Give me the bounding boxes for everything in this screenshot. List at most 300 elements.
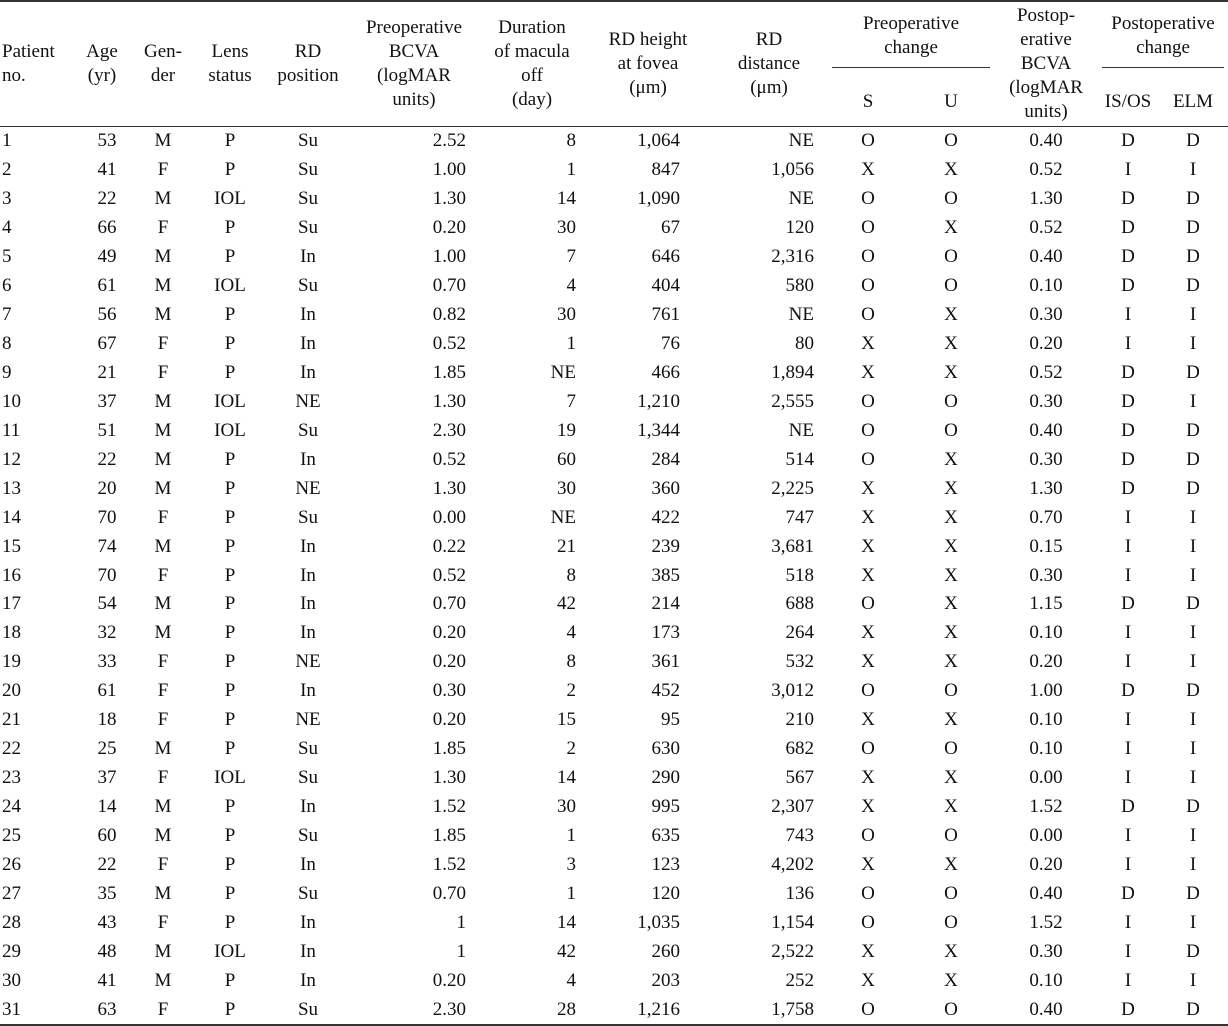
cell-postop-change-elm: I (1189, 709, 1197, 731)
cell-postop-change-isos: D (1121, 882, 1135, 904)
cell-gender: M (154, 419, 172, 441)
cell-rd-position: NE (295, 477, 321, 499)
cell-lens-status: P (224, 217, 236, 239)
cell-gender: M (154, 246, 172, 268)
cell-postop-bcva: 1.52 (1029, 796, 1063, 818)
cell-duration: 19 (557, 419, 576, 441)
cell-gender: F (157, 853, 169, 875)
cell-age: 18 (97, 709, 117, 731)
cell-patient-no: 7 (2, 304, 12, 326)
cell-preop-bcva: 2.52 (432, 130, 466, 152)
cell-preop-change-s: O (861, 217, 875, 239)
cell-rd-distance: 580 (785, 275, 814, 297)
cell-preop-change-u: X (944, 217, 958, 239)
cell-gender: M (154, 535, 172, 557)
header-gender (132, 1, 194, 127)
header-preop-change-s: S (828, 78, 908, 127)
cell-postop-change-elm: I (1189, 622, 1197, 644)
cell-duration: 3 (566, 853, 576, 875)
cell-preop-bcva: 1.00 (432, 246, 466, 268)
cell-age: 66 (97, 217, 117, 239)
cell-duration: 14 (557, 911, 576, 933)
table-row (0, 387, 1228, 416)
cell-gender: F (132, 995, 194, 1025)
table-row (0, 416, 1228, 445)
table-row (0, 879, 1228, 908)
cell-preop-change-u: X (944, 969, 958, 991)
cell-patient-no: 24 (2, 796, 21, 818)
cell-postop-bcva: 1.30 (1029, 477, 1063, 499)
cell-gender: F (157, 709, 169, 731)
cell-postop-change-elm: I (1189, 564, 1197, 586)
cell-rd-position: In (300, 680, 316, 702)
cell-postop-change-isos: I (1124, 969, 1132, 991)
cell-lens-status: P (224, 622, 236, 644)
cell-preop-change-u: O (944, 130, 958, 152)
cell-preop-change-s: O (861, 738, 875, 760)
cell-gender: F (157, 217, 169, 239)
cell-preop-bcva: 1.52 (432, 796, 466, 818)
cell-postop-change-elm: I (1189, 911, 1197, 933)
cell-duration: 1 (566, 159, 576, 181)
cell-postop-change-elm: I (1189, 651, 1197, 673)
header-rd-height (586, 1, 710, 127)
cell-patient-no: 26 (2, 853, 21, 875)
cell-rd-position: NE (295, 651, 321, 673)
cell-postop-change-elm: I (1189, 304, 1197, 326)
cell-patient-no: 16 (2, 564, 21, 586)
cell-postop-change-elm: D (1186, 680, 1200, 702)
cell-postop-change-elm: I (1189, 969, 1197, 991)
cell-preop-bcva: 1.85 (432, 824, 466, 846)
table-row (0, 822, 1228, 851)
cell-lens-status: P (224, 477, 236, 499)
cell-duration: NE (550, 506, 576, 528)
cell-lens-status: P (224, 159, 236, 181)
cell-rd-height: 995 (651, 796, 680, 818)
cell-gender: M (154, 969, 172, 991)
cell-postop-change-isos: I (1124, 506, 1132, 528)
cell-rd-distance: 567 (785, 767, 814, 789)
cell-rd-height: 67 (661, 217, 680, 239)
cell-preop-change-u: O (944, 188, 958, 210)
cell-preop-change-u: O (944, 911, 958, 933)
cell-lens-status: P (224, 506, 236, 528)
header-line: (day) (511, 89, 553, 110)
cell-rd-distance: 2,555 (771, 390, 814, 412)
cell-preop-change-s: O (861, 275, 875, 297)
cell-preop-change-s: O (861, 680, 875, 702)
cell-age: 53 (97, 130, 117, 152)
cell-rd-height: 404 (651, 275, 680, 297)
cell-lens-status: P (224, 882, 236, 904)
cell-postop-bcva: 0.40 (1029, 130, 1063, 152)
cell-duration: 28 (478, 995, 586, 1025)
cell-rd-height: 120 (651, 882, 680, 904)
cell-postop-change-isos: D (1121, 188, 1135, 210)
cell-preop-change-u: X (944, 767, 958, 789)
cell-patient-no: 27 (2, 882, 21, 904)
cell-preop-change-u: X (944, 159, 958, 181)
cell-patient-no: 18 (2, 622, 21, 644)
cell-age: 37 (97, 390, 117, 412)
cell-duration: 1 (566, 333, 576, 355)
cell-postop-bcva: 0.00 (1029, 824, 1063, 846)
header-line: units) (392, 89, 436, 110)
header-line: distance (737, 53, 801, 74)
cell-age: 25 (97, 738, 117, 760)
header-line: status (208, 65, 252, 86)
table-row (0, 677, 1228, 706)
cell-rd-distance: 682 (785, 738, 814, 760)
cell-rd-height: 203 (651, 969, 680, 991)
table-row (0, 214, 1228, 243)
cell-preop-change-u: X (944, 506, 958, 528)
table-row (0, 966, 1228, 995)
cell-rd-height: 1,035 (637, 911, 680, 933)
cell-preop-change-u: X (944, 796, 958, 818)
cell-preop-change-s: O (861, 882, 875, 904)
cell-preop-change-s: X (861, 651, 875, 673)
cell-postop-bcva: 1.52 (1029, 911, 1063, 933)
header-age (72, 1, 132, 127)
cell-preop-bcva: 0.00 (432, 506, 466, 528)
cell-age: 41 (97, 159, 117, 181)
cell-postop-change-isos: I (1124, 738, 1132, 760)
cell-patient-no: 21 (2, 709, 21, 731)
cell-postop-bcva: 0.52 (1029, 159, 1063, 181)
header-line: BCVA (1020, 53, 1072, 74)
cell-patient-no: 20 (2, 680, 21, 702)
cell-gender: F (157, 333, 169, 355)
cell-rd-distance: 2,307 (771, 796, 814, 818)
cell-rd-distance: 1,894 (771, 361, 814, 383)
cell-patient-no: 15 (2, 535, 21, 557)
cell-preop-bcva: 1.30 (432, 390, 466, 412)
cell-duration: 30 (557, 477, 576, 499)
cell-postop-change-isos: D (1121, 390, 1135, 412)
cell-gender: M (154, 738, 172, 760)
header-line: Gen- (144, 41, 182, 62)
cell-preop-bcva: 0.52 (432, 564, 466, 586)
cell-patient-no: 11 (2, 419, 21, 441)
cell-preop-change-s: X (861, 361, 875, 383)
cell-lens-status: P (224, 911, 236, 933)
cell-preop-change-u: O (944, 275, 958, 297)
header-line: der (150, 65, 176, 86)
cell-rd-height: 173 (651, 622, 680, 644)
cell-rd-distance: 532 (785, 651, 814, 673)
cell-rd-height: 635 (651, 824, 680, 846)
header-postop-change-elm: ELM (1158, 78, 1228, 127)
cell-preop-change-s: O (861, 419, 875, 441)
cell-rd-distance: 743 (785, 824, 814, 846)
cell-preop-change-u: X (944, 564, 958, 586)
header-line: position (277, 65, 339, 86)
cell-rd-distance: 210 (785, 709, 814, 731)
cell-rd-distance: NE (788, 130, 814, 152)
cell-postop-change-isos: D (1121, 217, 1135, 239)
cell-duration: NE (550, 361, 576, 383)
cell-lens-status: P (224, 535, 236, 557)
cell-age: 70 (97, 506, 117, 528)
cell-patient-no: 17 (2, 593, 21, 615)
cell-lens-status: P (224, 593, 236, 615)
cell-rd-distance: 4,202 (771, 853, 814, 875)
cell-preop-bcva: 0.20 (432, 651, 466, 673)
cell-age: 22 (97, 448, 117, 470)
header-line: Postoperative (1111, 13, 1215, 34)
cell-age: 51 (97, 419, 117, 441)
cell-preop-bcva: 0.70 (432, 593, 466, 615)
cell-rd-distance: 264 (785, 622, 814, 644)
cell-patient-no: 5 (2, 246, 12, 268)
cell-rd-distance: 1,758 (710, 995, 828, 1025)
cell-postop-change-elm: I (1189, 738, 1197, 760)
table-body (0, 127, 1228, 1026)
cell-postop-change-elm: D (1186, 882, 1200, 904)
cell-preop-bcva: 0.52 (432, 333, 466, 355)
cell-rd-position: Su (297, 217, 319, 239)
cell-rd-distance: 518 (785, 564, 814, 586)
cell-lens-status: P (224, 130, 236, 152)
cell-patient-no: 22 (2, 738, 21, 760)
header-lens-status (194, 1, 266, 127)
cell-duration: 30 (557, 304, 576, 326)
cell-postop-change-elm: I (1189, 506, 1197, 528)
cell-preop-bcva: 1.00 (432, 159, 466, 181)
cell-rd-position: In (300, 535, 316, 557)
cell-preop-bcva: 1.52 (432, 853, 466, 875)
cell-preop-bcva: 0.22 (432, 535, 466, 557)
header-preop-change-u: U (908, 78, 994, 127)
cell-postop-bcva: 0.10 (1029, 969, 1063, 991)
cell-gender: F (157, 911, 169, 933)
cell-preop-change-s: O (861, 188, 875, 210)
cell-rd-height: 1,216 (586, 995, 710, 1025)
cell-age: 49 (97, 246, 117, 268)
cell-rd-height: 260 (651, 940, 680, 962)
cell-gender: M (154, 130, 172, 152)
cell-age: 74 (97, 535, 117, 557)
cell-gender: F (157, 564, 169, 586)
header-line: change (884, 37, 938, 58)
table-row (0, 532, 1228, 561)
cell-rd-distance: 2,316 (771, 246, 814, 268)
cell-postop-bcva: 1.30 (1029, 188, 1063, 210)
table-row (0, 764, 1228, 793)
cell-lens-status: P (224, 796, 236, 818)
cell-rd-height: 630 (651, 738, 680, 760)
cell-rd-height: 761 (651, 304, 680, 326)
cell-preop-bcva: 0.70 (432, 882, 466, 904)
cell-patient-no: 3 (2, 188, 12, 210)
cell-lens-status: P (224, 564, 236, 586)
cell-postop-bcva: 0.40 (1029, 882, 1063, 904)
cell-rd-position: Su (297, 188, 319, 210)
cell-lens-status: P (224, 824, 236, 846)
cell-postop-change-elm: I (1189, 767, 1197, 789)
cell-postop-change-elm: D (1186, 419, 1200, 441)
cell-preop-change-s: X (861, 969, 875, 991)
cell-postop-change-isos: D (1121, 477, 1135, 499)
cell-preop-change-s: X (861, 767, 875, 789)
cell-preop-change-u: O (908, 995, 994, 1025)
cell-rd-height: 847 (651, 159, 680, 181)
cell-preop-change-s: X (861, 333, 875, 355)
table-row (0, 185, 1228, 214)
cell-preop-change-s: O (861, 390, 875, 412)
header-line: of macula (494, 41, 570, 62)
table-row (0, 908, 1228, 937)
cell-patient-no: 4 (2, 217, 12, 239)
cell-lens-status: P (224, 333, 236, 355)
cell-patient-no: 13 (2, 477, 21, 499)
cell-preop-bcva: 1 (456, 911, 466, 933)
cell-patient-no: 14 (2, 506, 21, 528)
cell-preop-bcva: 1 (456, 940, 466, 962)
cell-postop-change-elm: D (1186, 217, 1200, 239)
cell-preop-change-s: X (861, 159, 875, 181)
cell-rd-distance: 1,154 (771, 911, 814, 933)
cell-postop-bcva: 0.30 (1029, 940, 1063, 962)
cell-duration: 30 (557, 217, 576, 239)
cell-postop-change-elm: D (1186, 477, 1200, 499)
header-line: RD height (608, 29, 688, 50)
cell-preop-change-s: X (861, 477, 875, 499)
cell-rd-position: NE (295, 390, 321, 412)
cell-rd-position: Su (297, 130, 319, 152)
cell-rd-position: Su (297, 275, 319, 297)
cell-rd-position: Su (266, 995, 350, 1025)
cell-rd-height: 284 (651, 448, 680, 470)
cell-gender: M (154, 796, 172, 818)
cell-preop-change-u: O (944, 246, 958, 268)
cell-gender: F (157, 651, 169, 673)
cell-rd-position: In (300, 361, 316, 383)
header-line: (μm) (629, 77, 667, 98)
cell-preop-change-s: O (861, 448, 875, 470)
cell-duration: 60 (557, 448, 576, 470)
cell-postop-bcva: 0.20 (1029, 853, 1063, 875)
cell-postop-change-elm: D (1186, 275, 1200, 297)
cell-lens-status: P (224, 361, 236, 383)
cell-preop-change-u: X (944, 651, 958, 673)
table-row (0, 561, 1228, 590)
cell-duration: 1 (566, 882, 576, 904)
header-line: change (1136, 37, 1190, 58)
cell-postop-change-elm: I (1189, 159, 1197, 181)
cell-lens-status: P (224, 680, 236, 702)
cell-preop-bcva: 2.30 (432, 419, 466, 441)
cell-preop-change-s: O (861, 130, 875, 152)
cell-duration: 8 (566, 651, 576, 673)
cell-patient-no: 9 (2, 361, 12, 383)
cell-rd-distance: 2,225 (771, 477, 814, 499)
cell-patient-no: 2 (2, 159, 12, 181)
cell-rd-height: 290 (651, 767, 680, 789)
cell-preop-change-u: O (944, 882, 958, 904)
cell-patient-no: 23 (2, 767, 21, 789)
cell-preop-change-s: O (861, 911, 875, 933)
header-line: (logMAR (1009, 77, 1083, 98)
table-row (0, 793, 1228, 822)
cell-rd-position: Su (297, 767, 319, 789)
cell-duration: 4 (566, 969, 576, 991)
cell-age: 63 (72, 995, 132, 1025)
cell-duration: 42 (557, 593, 576, 615)
cell-rd-position: In (300, 622, 316, 644)
cell-rd-position: Su (297, 159, 319, 181)
cell-duration: 8 (566, 130, 576, 152)
cell-rd-height: 214 (651, 593, 680, 615)
cell-postop-change-isos: I (1124, 564, 1132, 586)
cell-preop-change-u: X (944, 535, 958, 557)
cell-postop-change-isos: I (1124, 304, 1132, 326)
cell-duration: 42 (557, 940, 576, 962)
cell-duration: 14 (557, 188, 576, 210)
cell-duration: 21 (557, 535, 576, 557)
cell-age: 67 (97, 333, 117, 355)
cell-postop-change-isos: I (1124, 940, 1132, 962)
table-row (0, 156, 1228, 185)
cell-age: 70 (97, 564, 117, 586)
cell-preop-bcva: 0.70 (432, 275, 466, 297)
cell-rd-height: 1,210 (637, 390, 680, 412)
table-row (0, 850, 1228, 879)
cell-rd-height: 76 (661, 333, 680, 355)
cell-rd-height: 1,344 (637, 419, 680, 441)
cell-gender: M (154, 622, 172, 644)
cell-postop-change-isos: D (1121, 130, 1135, 152)
cell-rd-position: In (300, 304, 316, 326)
cell-preop-bcva: 2.30 (350, 995, 478, 1025)
cell-rd-height: 1,090 (637, 188, 680, 210)
cell-rd-distance: 3,681 (771, 535, 814, 557)
cell-age: 56 (97, 304, 117, 326)
cell-postop-bcva: 0.52 (1029, 217, 1063, 239)
cell-postop-change-isos: I (1124, 709, 1132, 731)
cell-preop-change-s: X (861, 622, 875, 644)
cell-rd-position: In (300, 246, 316, 268)
cell-rd-distance: 514 (785, 448, 814, 470)
header-line: at fovea (617, 53, 679, 74)
cell-preop-change-u: O (944, 419, 958, 441)
table-row (0, 619, 1228, 648)
cell-postop-change-isos: I (1124, 911, 1132, 933)
cell-postop-change-elm: D (1186, 940, 1200, 962)
table-row (0, 590, 1228, 619)
cell-age: 22 (97, 188, 117, 210)
cell-lens-status: IOL (214, 275, 246, 297)
cell-lens-status: P (194, 995, 266, 1025)
header-rd-position (266, 1, 350, 127)
header-preop-bcva (350, 1, 478, 127)
cell-age: 32 (97, 622, 117, 644)
cell-postop-bcva: 1.15 (1029, 593, 1063, 615)
table-row (0, 503, 1228, 532)
cell-lens-status: IOL (214, 390, 246, 412)
table-row (0, 995, 1228, 1025)
cell-postop-change-isos: D (1121, 796, 1135, 818)
cell-postop-change-elm: D (1186, 796, 1200, 818)
cell-gender: M (154, 882, 172, 904)
table-row (0, 735, 1228, 764)
table-row (0, 272, 1228, 301)
cell-postop-bcva: 0.20 (1029, 651, 1063, 673)
cell-postop-bcva: 0.10 (1029, 622, 1063, 644)
cell-preop-bcva: 1.30 (432, 477, 466, 499)
